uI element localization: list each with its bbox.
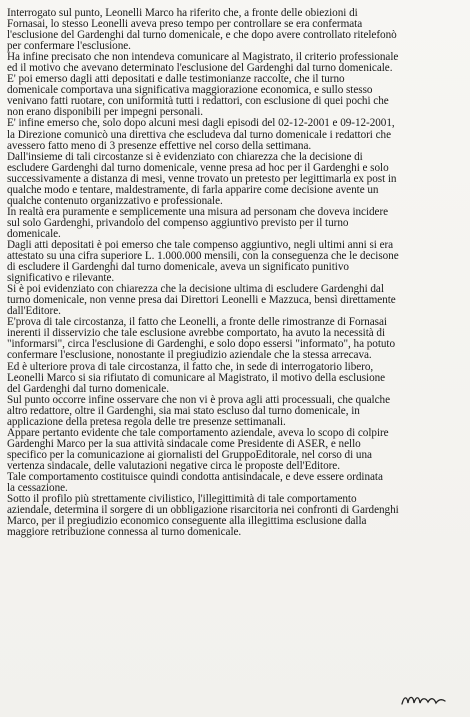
document-text-line: qualche modo e tentare, maldestramente, di farla apparire come decisione avente un [7, 184, 379, 196]
document-text-line: la cessazione. [7, 483, 68, 495]
document-text-line: vertenza sindacale, delle valutazioni negative circa le proposte dell'Editore. [7, 460, 340, 472]
document-text-line: avessero fatto meno di 3 presenze effettive nel corso della settimana. [7, 140, 312, 152]
document-text-line: per confermare l'esclusione. [7, 41, 131, 53]
document-text-line: Sotto il profilo più strettamente civilistico, l'illegittimità di tale comportamento [7, 494, 357, 506]
document-text-line: E'prova di tale circostanza, il fatto che Leonelli, a fronte delle rimostranze di Fornasai [7, 317, 387, 329]
document-text-line: venivano fatti ruotare, con uniformità tutti i redattori, con esclusione di quei pochi che [7, 96, 389, 108]
document-text-line: Dall'insieme di tali circostanze si è evidenziato con chiarezza che la decisione di [7, 151, 363, 163]
document-text-line: Dagli atti depositati è poi emerso che tale compenso aggiuntivo, negli ultimi anni si era [7, 239, 394, 251]
document-text-line: Appare pertanto evidente che tale comportamento aziendale, aveva lo scopo di colpire [7, 427, 389, 439]
document-body [7, 8, 465, 538]
document-text-line: applicazione della pretesa regola delle tre presenze settimanali. [7, 416, 286, 428]
document-text-line: inerenti il disservizio che tale esclusione avrebbe comportato, ha avuto la necessità di [7, 328, 386, 340]
document-text-line: "informarsi", circa l'esclusione di Gardenghi, e solo dopo essersi "informato", ha potuto [7, 339, 396, 351]
document-text-line: confermare l'esclusione, nonostante il pregiudizio aziendale che la stessa arrecava. [7, 350, 372, 362]
document-text-line: Si è poi evidenziato con chiarezza che la decisione ultima di escludere Gardenghi dal [7, 284, 384, 296]
handwritten-signature [400, 688, 448, 710]
document-text-line: di escludere il Gardenghi dal turno domenicale, aveva un significato punitivo [7, 262, 349, 274]
document-text-line: dall'Editore. [7, 306, 61, 318]
document-text-line: turno domenicale, non venne presa dai Direttori Leonelli e Mazzuca, bensì direttamente [7, 295, 396, 307]
document-text-line: aziendale, determina il sorgere di un obbligazione risarcitoria nei confronti di Gardenghi [7, 505, 399, 517]
document-text-line: altro redattore, oltre il Gardenghi, sia mai stato escluso dal turno domenicale, in [7, 405, 360, 417]
document-text-line: Marco, per il pregiudizio economico conseguente alla illegittima esclusione dalla [7, 516, 367, 528]
document-text-line: Ed è ulteriore prova di tale circostanza, il fatto che, in sede di interrogatorio libero, [7, 361, 374, 373]
document-text-line: l'esclusione del Gardenghi dal turno domenicale, e che dopo avere controllato ritelefonò [7, 30, 397, 42]
document-text-line: E' infine emerso che, solo dopo alcuni mesi dagli episodi del 02-12-2001 e 09-12-2001, [7, 118, 395, 130]
document-text-line: Fornasai, lo stesso Leonelli aveva preso tempo per controllare se era confermata [7, 19, 363, 31]
document-text-line: Sul punto occorre infine osservare che non vi è prova agli atti processuali, che qualche [7, 394, 390, 406]
document-text-line: la Direzione comunicò una direttiva che escludeva dal turno domenicale i redattori che [7, 129, 391, 141]
document-text-line: Gardenghi Marco per la sua attività sindacale come Presidente di ASER, e nello [7, 438, 361, 450]
document-text-line: sul solo Gardenghi, privandolo del compenso aggiuntivo previsto per il turno [7, 217, 349, 229]
document-text-line: ed il motivo che avevano determinato l'esclusione del Gardenghi dal turno domenicale. [7, 63, 393, 75]
document-text-line: Tale comportamento costituisce quindi condotta antisindacale, e deve essere ordinata [7, 471, 383, 483]
document-text-line: successivamente a distanza di mesi, venne trovato un pretesto per legittimarla ex post in [7, 173, 397, 185]
document-text-line: attestato su una cifra superiore L. 1.000.000 mensili, con la conseguenza che le decisone [7, 251, 399, 263]
document-text-line: significativo e rilevante. [7, 273, 115, 285]
document-text-line: In realtà era puramente e semplicemente una misura ad personam che doveva incidere [7, 206, 389, 218]
document-text-line: Leonelli Marco si sia rifiutato di comunicare al Magistrato, il motivo della esclusione [7, 372, 386, 384]
document-text-line: Ha infine precisato che non intendeva comunicare al Magistrato, il criterio professionale [7, 52, 399, 64]
document-text-line: escludere Gardenghi dal turno domenicale, venne presa ad hoc per il Gardenghi e solo [7, 162, 389, 174]
document-text-line: domenicale comportava una significativa maggiorazione economica, e sullo stesso [7, 85, 373, 97]
document-text-line: specifico per la comunicazione ai giornalisti del GruppoEditorale, nel corso di una [7, 449, 372, 461]
document-text-line: E' poi emerso dagli atti depositati e dalle testimonianze raccolte, che il turno [7, 74, 345, 86]
document-text-line: qualche contenuto organizzativo e professionale. [7, 195, 223, 207]
document-text-line: domenicale. [7, 228, 61, 240]
document-text-line: del Gardenghi dal turno domenicale. [7, 383, 169, 395]
document-text-line: Interrogato sul punto, Leonelli Marco ha riferito che, a fronte delle obiezioni di [7, 8, 358, 19]
document-text-line: maggiore retribuzione connessa al turno domenicale. [7, 527, 242, 539]
document-text-line: non erano disponibili per impegni personali. [7, 107, 204, 119]
